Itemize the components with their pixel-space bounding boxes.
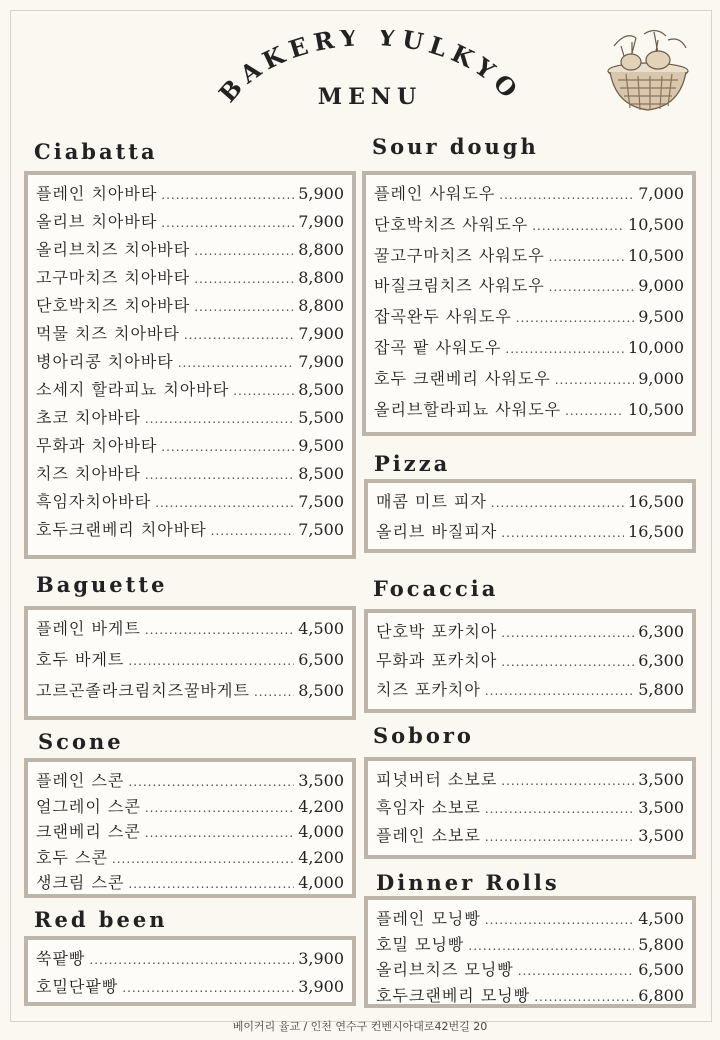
scone-box [24,758,356,898]
section-title-focaccia: Focaccia [373,576,499,601]
menu-item [36,181,344,209]
menu-item-price: 10,500 [628,399,684,419]
menu-item-price: 3,500 [638,798,684,817]
baguette-box [24,606,356,720]
dot-leader [505,342,624,356]
ciabatta-box [24,171,356,559]
menu-item-name: 플레인 스콘 [36,771,125,790]
dot-leader [501,774,634,788]
menu-item-price: 4,200 [298,847,344,867]
menu-item-price: 5,500 [298,408,344,427]
menu-item-price: 16,500 [628,492,684,511]
menu-item [36,377,344,405]
menu-item-name: 호두 바게트 [36,650,125,669]
section-title-baguette: Baguette [36,572,168,597]
menu-item-price: 6,300 [638,651,684,670]
menu-item [36,845,344,871]
menu-item-name: 무화과 치아바타 [36,436,158,455]
menu-item-name: 고르곤졸라크림치즈꿀바게트 [36,681,250,700]
menu-item [36,647,344,678]
menu-item-name: 치즈 치아바타 [36,464,141,483]
menu-item [374,212,684,243]
menu-item-price: 7,000 [638,184,684,203]
menu-item-price: 9,000 [638,368,684,388]
menu-item-name: 호두 스콘 [36,847,108,867]
menu-item [36,405,344,433]
menu-item-name: 치즈 포카치아 [376,680,481,699]
dot-leader [161,216,294,230]
menu-item [36,321,344,349]
menu-item-price: 8,800 [298,268,344,287]
menu-item-price: 3,500 [638,826,684,845]
menu-item-price: 8,800 [298,240,344,259]
menu-item [36,616,344,647]
menu-item-price: 4,000 [298,822,344,841]
redbean-box [24,936,356,1006]
dot-leader [155,496,294,510]
menu-item-price: 10,500 [628,214,684,234]
menu-item-price: 10,500 [628,245,684,265]
menu-item [36,517,344,545]
footer-address: 베이커리 율교 / 인천 연수구 컨벤시아대로42번길 20 [232,1020,488,1033]
sourdough-box [362,171,696,436]
menu-item-name: 단호박 포카치아 [376,622,498,641]
dot-leader [518,964,634,978]
menu-item [376,906,684,932]
menu-item-name: 플레인 모닝빵 [376,909,481,928]
menu-item [36,946,344,974]
menu-item-name: 호밀 모닝빵 [376,934,465,954]
menu-item [374,273,684,304]
menu-item-name: 호두크랜베리 치아바타 [36,520,207,539]
menu-item [376,519,684,549]
menu-item-price: 4,500 [298,619,344,638]
menu-item-name: 초코 치아바타 [36,408,141,427]
menu-item-name: 병아리콩 치아바타 [36,352,174,371]
menu-item-name: 흑임자 소보로 [376,798,481,817]
dot-leader [555,373,634,387]
menu-item-name: 크랜베리 스콘 [36,822,141,841]
menu-item [36,461,344,489]
menu-item [376,767,684,795]
menu-item-price: 8,800 [298,296,344,315]
dot-leader [128,654,294,668]
section-title-redbean: Red been [34,907,168,932]
menu-item-price: 8,500 [298,464,344,483]
menu-item [374,397,684,428]
section-title-scone: Scone [38,729,124,754]
dot-leader [128,877,294,891]
menu-item-name: 단호박치즈 치아바타 [36,296,191,315]
menu-item [36,870,344,896]
menu-item-price: 6,500 [298,650,344,669]
dot-leader [501,655,634,669]
menu-item [36,265,344,293]
dot-leader [501,626,634,640]
menu-item-price: 4,500 [638,909,684,928]
menu-item [374,181,684,212]
menu-item-name: 바질크림치즈 사워도우 [374,276,545,296]
menu-item-name: 먹물 치즈 치아바타 [36,324,180,343]
menu-item-name: 매콤 미트 피자 [376,492,487,511]
menu-item-name: 올리브 치아바타 [36,212,158,231]
menu-item [374,304,684,335]
menu-item-name: 쑥팥빵 [36,949,86,968]
dot-leader [485,913,634,927]
menu-item-name: 소세지 할라피뇨 치아바타 [36,380,230,399]
menu-item-name: 올리브할라피뇨 사워도우 [374,399,562,419]
dot-leader [194,272,294,286]
menu-item-price: 3,900 [298,949,344,968]
section-title-pizza: Pizza [374,451,451,476]
menu-item-price: 9,500 [638,307,684,327]
section-title-dinnerrolls: Dinner Rolls [376,870,560,895]
dot-leader [516,311,634,325]
menu-item [376,823,684,851]
menu-item-price: 7,500 [298,492,344,511]
dot-leader [233,384,294,398]
menu-item-price: 7,900 [298,352,344,371]
menu-item-name: 고구마치즈 치아바타 [36,268,191,287]
menu-item-name: 피넛버터 소보로 [376,770,498,789]
bread-basket-icon [596,26,696,116]
dot-leader [499,188,634,202]
menu-item-price: 6,500 [638,960,684,979]
dot-leader [549,280,635,294]
dot-leader [145,826,294,840]
menu-item-name: 생크림 스콘 [36,873,125,892]
menu-item-name: 올리브치즈 치아바타 [36,240,191,259]
menu-item [36,349,344,377]
menu-item-name: 잡곡 팥 사워도우 [374,337,502,357]
menu-item-name: 플레인 소보로 [376,826,481,845]
menu-item-price: 6,300 [638,622,684,641]
dot-leader [112,852,294,866]
menu-item-name: 잡곡완두 사워도우 [374,307,512,327]
menu-item-name: 플레인 사워도우 [374,184,496,203]
menu-item [36,433,344,461]
menu-item-price: 10,000 [628,337,684,357]
dot-leader [194,244,294,258]
menu-item-price: 8,500 [298,380,344,399]
pizza-box [364,479,696,553]
dot-leader [145,801,294,815]
menu-heading: MENU [317,84,423,110]
menu-item-price: 3,900 [298,977,344,996]
menu-item [36,209,344,237]
menu-item [376,489,684,519]
dot-leader [122,981,294,995]
dot-leader [491,496,624,510]
dot-leader [468,939,634,953]
menu-item [374,366,684,397]
dot-leader [161,188,294,202]
menu-item [374,335,684,366]
menu-item [376,957,684,983]
menu-item [376,619,684,648]
menu-item-name: 호밀단팥빵 [36,977,119,996]
section-title-sourdough: Sour dough [372,134,539,159]
menu-item-price: 7,900 [298,212,344,231]
menu-item [376,932,684,958]
dot-leader [501,526,624,540]
menu-item [36,768,344,794]
menu-item [376,677,684,706]
dot-leader [485,802,634,816]
menu-item-price: 6,800 [638,985,684,1005]
dot-leader [485,830,634,844]
menu-item-name: 플레인 치아바타 [36,184,158,203]
menu-item-price: 16,500 [628,522,684,541]
section-title-ciabatta: Ciabatta [34,139,158,164]
menu-item-name: 단호박치즈 사워도우 [374,214,529,234]
menu-item-name: 호두크랜베리 모닝빵 [376,985,531,1005]
menu-item-price: 4,000 [298,873,344,892]
menu-item-price: 4,200 [298,796,344,816]
menu-item-name: 꿀고구마치즈 사워도우 [374,245,545,265]
dot-leader [89,953,294,967]
dot-leader [532,219,624,233]
dot-leader [161,440,294,454]
menu-item [36,678,344,709]
menu-item-price: 7,500 [298,520,344,539]
menu-item [376,795,684,823]
menu-item-price: 7,900 [298,324,344,343]
menu-item [36,489,344,517]
menu-item-name: 올리브치즈 모닝빵 [376,960,514,979]
menu-item [36,237,344,265]
menu-item-name: 흑임자치아바타 [36,492,152,511]
dot-leader [128,775,294,789]
menu-item-price: 5,900 [298,184,344,203]
menu-item-price: 3,500 [638,770,684,789]
menu-item [36,819,344,845]
dot-leader [184,328,294,342]
bakery-name: BAKERY YULKYO [212,30,528,108]
dinnerrolls-box [364,896,696,1008]
soboro-box [364,757,696,859]
dot-leader [178,356,294,370]
menu-item-name: 호두 크랜베리 사워도우 [374,368,551,388]
dot-leader [565,404,624,418]
menu-item-price: 5,800 [638,680,684,699]
dot-leader [549,250,624,264]
menu-item-name: 무화과 포카치아 [376,651,498,670]
dot-leader [254,685,294,699]
menu-item-price: 9,500 [298,436,344,455]
focaccia-box [364,609,696,713]
menu-item [374,243,684,274]
menu-item [36,794,344,820]
menu-item-name: 플레인 바게트 [36,619,141,638]
menu-item-name: 얼그레이 스콘 [36,796,141,816]
menu-item [376,983,684,1009]
dot-leader [145,468,294,482]
dot-leader [485,684,634,698]
menu-item [36,293,344,321]
section-title-soboro: Soboro [373,723,474,748]
dot-leader [145,412,294,426]
dot-leader [534,990,634,1004]
dot-leader [211,524,295,538]
menu-item [36,974,344,1002]
menu-item-price: 9,000 [638,276,684,296]
menu-item-price: 8,500 [298,681,344,700]
menu-item-price: 5,800 [638,934,684,954]
dot-leader [145,623,294,637]
menu-item-price: 3,500 [298,771,344,790]
menu-item-name: 올리브 바질피자 [376,522,498,541]
menu-item [376,648,684,677]
dot-leader [194,300,294,314]
